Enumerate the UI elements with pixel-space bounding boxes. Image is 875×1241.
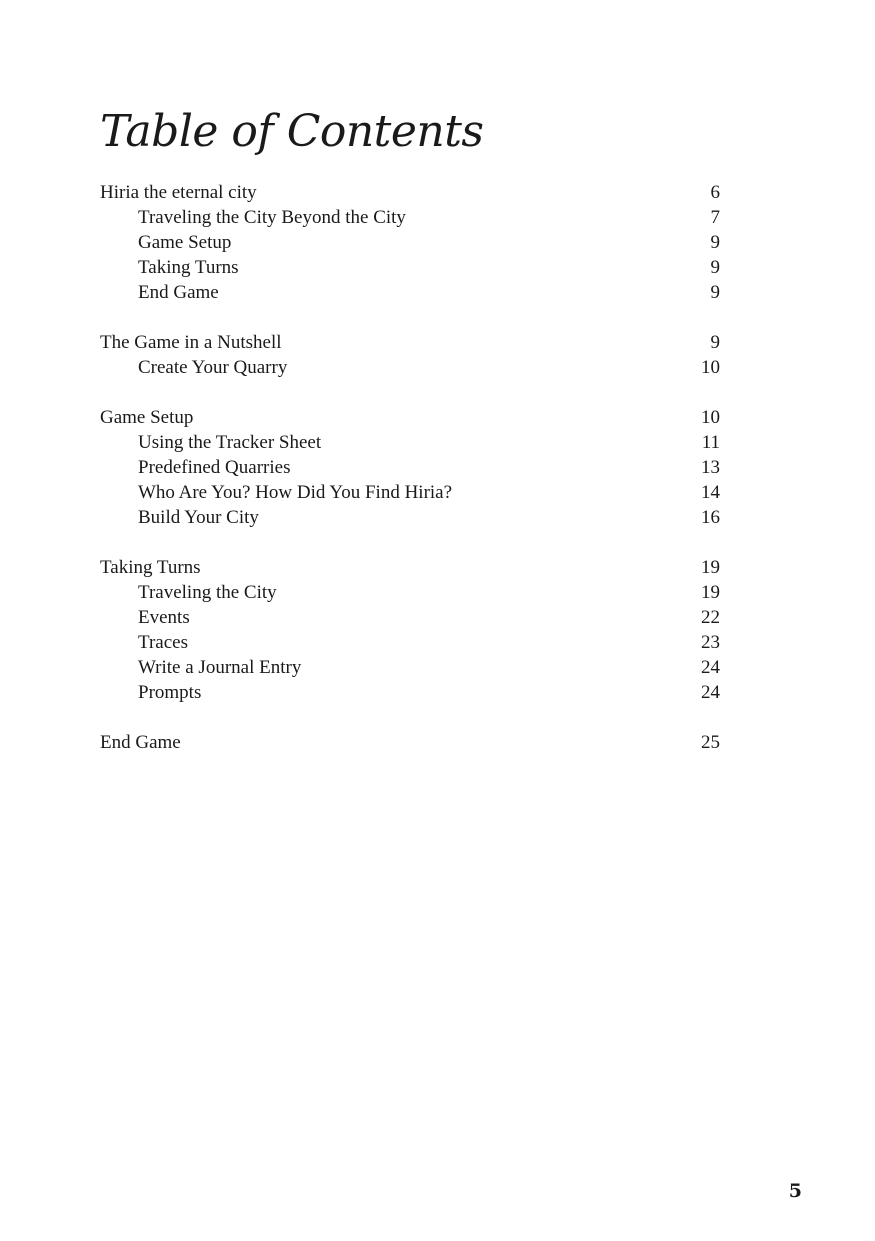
- toc-subentry[interactable]: [100, 205, 720, 230]
- toc-subentry[interactable]: [100, 355, 720, 380]
- toc-subentry[interactable]: [100, 580, 720, 605]
- toc-subentry[interactable]: [100, 505, 720, 530]
- toc-subentry-label: Using the Tracker Sheet: [138, 432, 322, 453]
- toc-subentry[interactable]: [100, 630, 720, 655]
- toc-section: [100, 405, 720, 530]
- toc-subentry-label: Prompts: [138, 682, 202, 703]
- toc-subentry[interactable]: [100, 655, 720, 680]
- toc-subentry-label: Write a Journal Entry: [138, 657, 302, 678]
- toc-subentry-label: Predefined Quarries: [138, 457, 291, 478]
- toc-subentry-page: 7: [710, 207, 720, 228]
- toc-section: [100, 555, 720, 705]
- toc-subentry-page: 14: [701, 482, 720, 503]
- toc-section: [100, 330, 720, 380]
- toc-subentry-page: 13: [701, 457, 720, 478]
- toc-subentry[interactable]: [100, 255, 720, 280]
- toc-subentry-label: End Game: [138, 282, 219, 303]
- toc-entry[interactable]: [100, 180, 720, 205]
- toc-entry-label: Hiria the eternal city: [100, 182, 257, 203]
- toc-entry-page: 10: [701, 407, 720, 428]
- toc-subentry-label: Events: [138, 607, 190, 628]
- toc-subentry-page: 23: [701, 632, 720, 653]
- toc-subentry-label: Who Are You? How Did You Find Hiria?: [138, 482, 453, 503]
- toc-subentry-page: 10: [701, 357, 720, 378]
- page-number: 5: [788, 1180, 802, 1202]
- toc-subentry[interactable]: [100, 455, 720, 480]
- toc-entry-page: 9: [710, 332, 720, 353]
- toc-subentry-page: 9: [710, 282, 720, 303]
- page-title: Table of Contents: [100, 106, 484, 157]
- toc-subentry[interactable]: [100, 280, 720, 305]
- toc-subentry-label: Taking Turns: [138, 257, 239, 278]
- table-of-contents: [100, 180, 720, 780]
- toc-entry[interactable]: [100, 555, 720, 580]
- toc-subentry[interactable]: [100, 680, 720, 705]
- toc-entry-label: End Game: [100, 732, 181, 753]
- toc-entry-label: Game Setup: [100, 407, 194, 428]
- toc-subentry[interactable]: [100, 230, 720, 255]
- toc-entry-page: 25: [701, 732, 720, 753]
- toc-subentry-page: 9: [710, 232, 720, 253]
- toc-subentry-page: 11: [701, 432, 720, 453]
- toc-subentry-label: Build Your City: [138, 507, 259, 528]
- toc-section: [100, 730, 720, 755]
- toc-subentry-label: Traveling the City: [138, 582, 277, 603]
- toc-subentry-page: 24: [701, 657, 720, 678]
- toc-subentry[interactable]: [100, 480, 720, 505]
- toc-entry-label: The Game in a Nutshell: [100, 332, 282, 353]
- toc-entry[interactable]: [100, 730, 720, 755]
- toc-entry-label: Taking Turns: [100, 557, 201, 578]
- toc-subentry[interactable]: [100, 605, 720, 630]
- toc-entry-page: 19: [701, 557, 720, 578]
- toc-subentry[interactable]: [100, 430, 720, 455]
- toc-entry[interactable]: [100, 405, 720, 430]
- toc-subentry-page: 19: [701, 582, 720, 603]
- toc-subentry-page: 9: [710, 257, 720, 278]
- toc-subentry-label: Game Setup: [138, 232, 232, 253]
- toc-entry-page: 6: [710, 182, 720, 203]
- toc-subentry-label: Traces: [138, 632, 188, 653]
- toc-subentry-label: Traveling the City Beyond the City: [138, 207, 406, 228]
- toc-subentry-page: 24: [701, 682, 720, 703]
- toc-subentry-page: 16: [701, 507, 720, 528]
- toc-entry[interactable]: [100, 330, 720, 355]
- toc-subentry-page: 22: [701, 607, 720, 628]
- toc-subentry-label: Create Your Quarry: [138, 357, 288, 378]
- toc-section: [100, 180, 720, 305]
